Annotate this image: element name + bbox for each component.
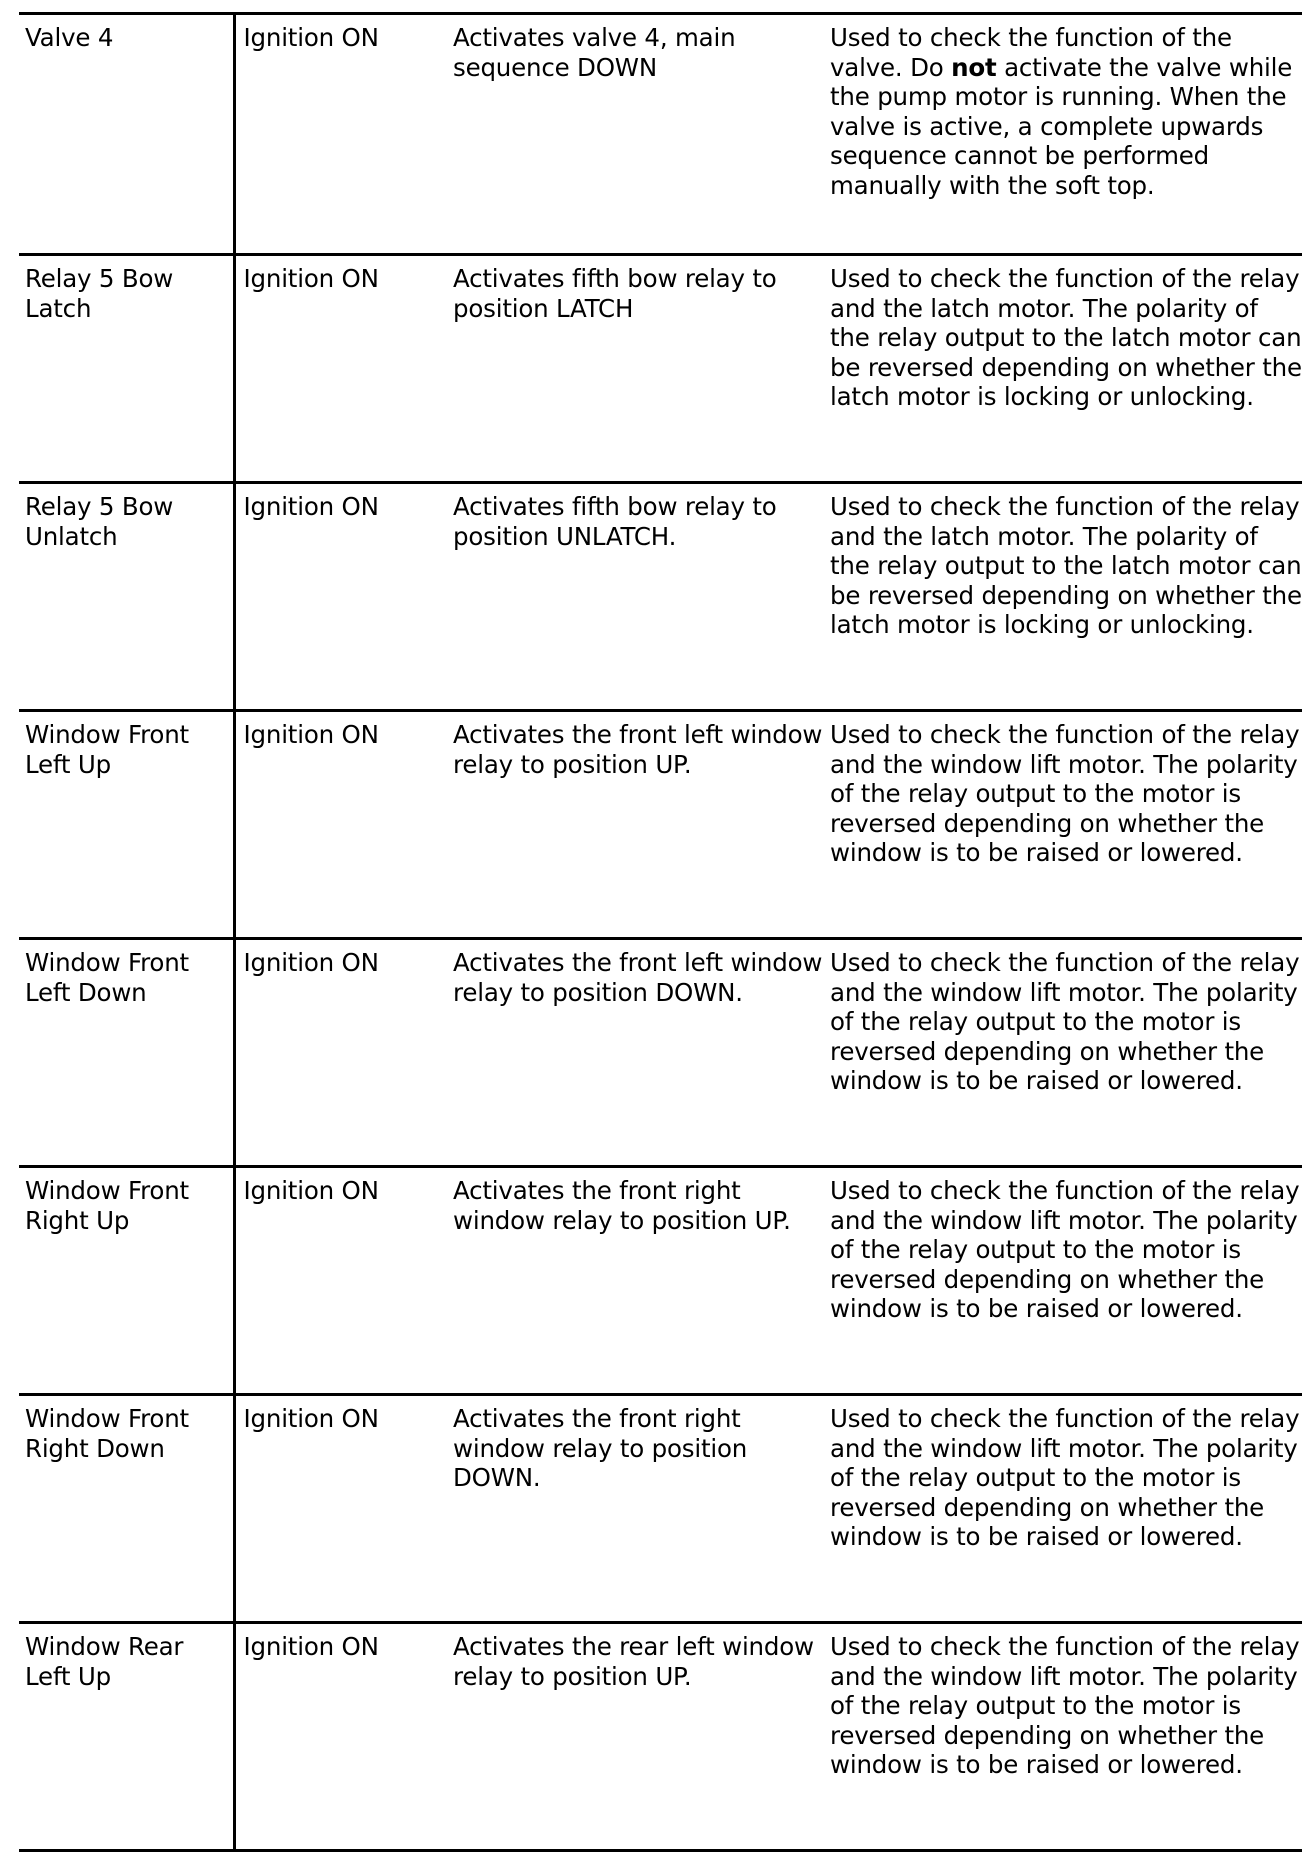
component-name-cell: [19, 939, 234, 1167]
note-cell: [830, 1395, 1302, 1623]
table-row: [19, 483, 1302, 711]
action-cell: [447, 711, 830, 939]
condition-cell: [234, 939, 447, 1167]
note-text: Used to check the function of the relay and the latch motor. The polarity of the relay output to the latch motor can be reversed depending on whether the latch motor is locking or unlocking.: [830, 492, 1302, 639]
action-text: Activates the rear left window relay to position UP.: [453, 1632, 814, 1691]
component-name: Relay 5 Bow Latch: [25, 264, 174, 323]
action-cell: [447, 255, 830, 483]
table-row: [19, 939, 1302, 1167]
note-text-start: Used to check the function of the valve. Do: [830, 23, 1232, 82]
note-text: [830, 23, 1302, 200]
action-cell: [447, 14, 830, 255]
note-cell: [830, 711, 1302, 939]
action-cell: [447, 939, 830, 1167]
table-row: [19, 14, 1302, 255]
condition-cell: [234, 711, 447, 939]
note-text: Used to check the function of the relay and the latch motor. The polarity of the relay output to the latch motor can be reversed depending on whether the latch motor is locking or unlocking.: [830, 264, 1302, 411]
action-cell: [447, 1395, 830, 1623]
note-cell: [830, 939, 1302, 1167]
condition-text: Ignition ON: [243, 720, 379, 749]
note-emphasis: not: [951, 52, 997, 82]
component-name-cell: [19, 711, 234, 939]
action-text: Activates fifth bow relay to position UNLATCH.: [453, 492, 777, 551]
note-text: Used to check the function of the relay and the window lift motor. The polarity of the relay output to the motor is reversed depending on whether the window is to be raised or lowered.: [830, 720, 1300, 867]
component-name: Valve 4: [25, 23, 114, 52]
note-text: Used to check the function of the relay and the window lift motor. The polarity of the relay output to the motor is reversed depending on whether the window is to be raised or lowered.: [830, 1404, 1300, 1551]
action-text: Activates the front left window relay to position DOWN.: [453, 948, 823, 1007]
action-text: Activates valve 4, main sequence DOWN: [453, 23, 736, 82]
note-text: Used to check the function of the relay and the window lift motor. The polarity of the relay output to the motor is reversed depending on whether the window is to be raised or lowered.: [830, 1632, 1300, 1779]
note-text-end: activate the valve while the pump motor is running. When the valve is active, a complete upwards sequence cannot be performed manually with the soft top.: [830, 52, 1293, 200]
component-name-cell: [19, 1167, 234, 1395]
component-name: Window Rear Left Up: [25, 1632, 184, 1691]
condition-cell: [234, 1167, 447, 1395]
condition-cell: [234, 483, 447, 711]
action-cell: [447, 483, 830, 711]
action-text: Activates the front left window relay to position UP.: [453, 720, 823, 779]
condition-cell: [234, 1395, 447, 1623]
condition-cell: [234, 1623, 447, 1851]
note-cell: [830, 14, 1302, 255]
condition-text: Ignition ON: [243, 492, 379, 521]
component-name-cell: [19, 14, 234, 255]
note-text: Used to check the function of the relay and the window lift motor. The polarity of the relay output to the motor is reversed depending on whether the window is to be raised or lowered.: [830, 948, 1300, 1095]
table-row: [19, 1623, 1302, 1851]
function-test-table: [19, 12, 1302, 1852]
note-cell: [830, 1623, 1302, 1851]
table-row: [19, 255, 1302, 483]
action-text: Activates the front right window relay to position DOWN.: [453, 1404, 748, 1492]
table-row: [19, 711, 1302, 939]
action-cell: [447, 1623, 830, 1851]
action-text: Activates the front right window relay to position UP.: [453, 1176, 791, 1235]
component-name: Window Front Left Down: [25, 948, 189, 1007]
component-name: Window Front Right Up: [25, 1176, 189, 1235]
note-cell: [830, 483, 1302, 711]
action-text: Activates fifth bow relay to position LATCH: [453, 264, 777, 323]
note-text: Used to check the function of the relay and the window lift motor. The polarity of the relay output to the motor is reversed depending on whether the window is to be raised or lowered.: [830, 1176, 1300, 1323]
condition-text: Ignition ON: [243, 948, 379, 977]
condition-cell: [234, 255, 447, 483]
component-name-cell: [19, 1623, 234, 1851]
component-name-cell: [19, 255, 234, 483]
table-row: [19, 1167, 1302, 1395]
note-cell: [830, 1167, 1302, 1395]
condition-text: Ignition ON: [243, 1404, 379, 1433]
action-cell: [447, 1167, 830, 1395]
component-name-cell: [19, 1395, 234, 1623]
condition-text: Ignition ON: [243, 264, 379, 293]
condition-text: Ignition ON: [243, 1632, 379, 1661]
condition-cell: [234, 14, 447, 255]
component-name: Window Front Left Up: [25, 720, 189, 779]
note-cell: [830, 255, 1302, 483]
condition-text: Ignition ON: [243, 1176, 379, 1205]
component-name: Relay 5 Bow Unlatch: [25, 492, 174, 551]
table-row: [19, 1395, 1302, 1623]
component-name: Window Front Right Down: [25, 1404, 189, 1463]
component-name-cell: [19, 483, 234, 711]
condition-text: Ignition ON: [243, 23, 379, 52]
